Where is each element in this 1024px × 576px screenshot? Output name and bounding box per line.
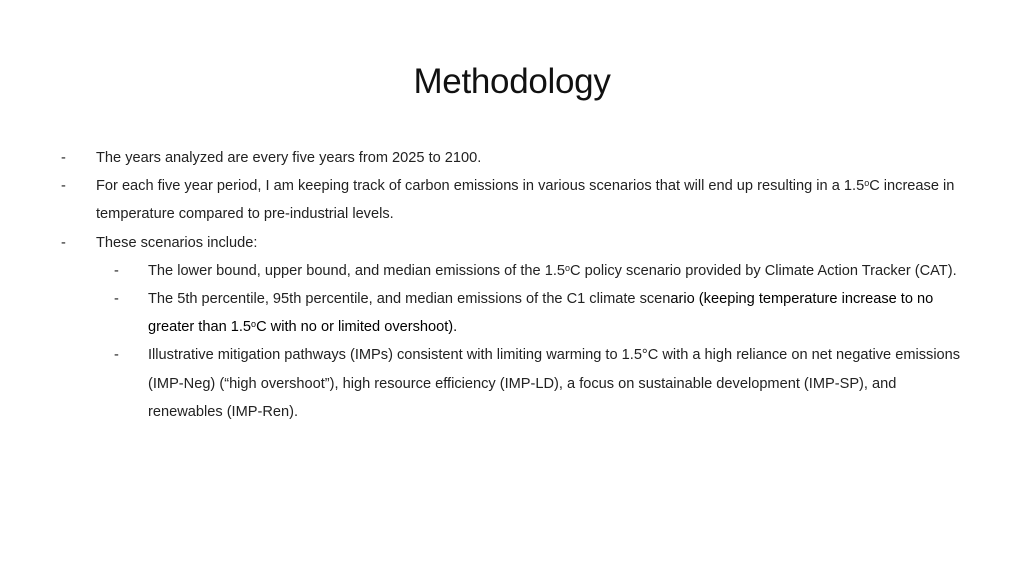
sub-bullet-imps <box>0 341 1024 426</box>
bullet-text-part1: The lower bound, upper bound, and median emissions of the 1.5 <box>148 262 566 279</box>
degree-superscript: o <box>251 319 257 330</box>
bullet-text: These scenarios include: <box>96 234 258 251</box>
bullet-text: The years analyzed are every five years from 2025 to 2100. <box>96 150 482 166</box>
bullet-dash: - <box>114 262 119 279</box>
bullet-text-part1b: ario (keeping temperature increase to no greater than 1.5 <box>148 291 934 336</box>
bullet-text-part1: For each five year period, I am keeping track of carbon emissions in various scenarios that will end up resulting in a 1.5 <box>96 178 865 195</box>
sub-bullet-cat-scenario <box>0 257 1024 285</box>
bullet-text: Illustrative mitigation pathways (IMPs) consistent with limiting warming to 1.5°C with a high reliance on net negative emissions (IMP-Neg) (“high overshoot”), high resource efficiency (IMP-LD), a focus on sustainable development (IMP-SP), and renewables (IMP-Ren). <box>148 347 961 420</box>
bullet-dash: - <box>61 178 66 195</box>
degree-superscript: o <box>565 262 571 273</box>
bullet-text-part1: The 5th percentile, 95th percentile, and median emissions of the C1 climate scen <box>148 291 671 308</box>
bullet-text-part2: C increase in temperature compared to pre-industrial levels. <box>96 178 955 223</box>
sub-bullet-c1-scenario <box>0 285 1024 341</box>
bullet-scenarios-include <box>0 229 1024 257</box>
bullet-text-part2: C with no or limited overshoot). <box>256 319 458 336</box>
bullet-dash: - <box>61 234 66 251</box>
degree-superscript: o <box>864 178 870 189</box>
bullet-list <box>0 144 1024 426</box>
bullet-text-part2: C policy scenario provided by Climate Action Tracker (CAT). <box>570 262 957 279</box>
bullet-dash: - <box>61 150 66 166</box>
bullet-dash: - <box>114 347 119 364</box>
slide-title: Methodology <box>413 62 611 101</box>
bullet-years-analyzed <box>0 144 1024 172</box>
bullet-tracking-emissions <box>0 172 1024 228</box>
bullet-dash: - <box>114 291 119 308</box>
